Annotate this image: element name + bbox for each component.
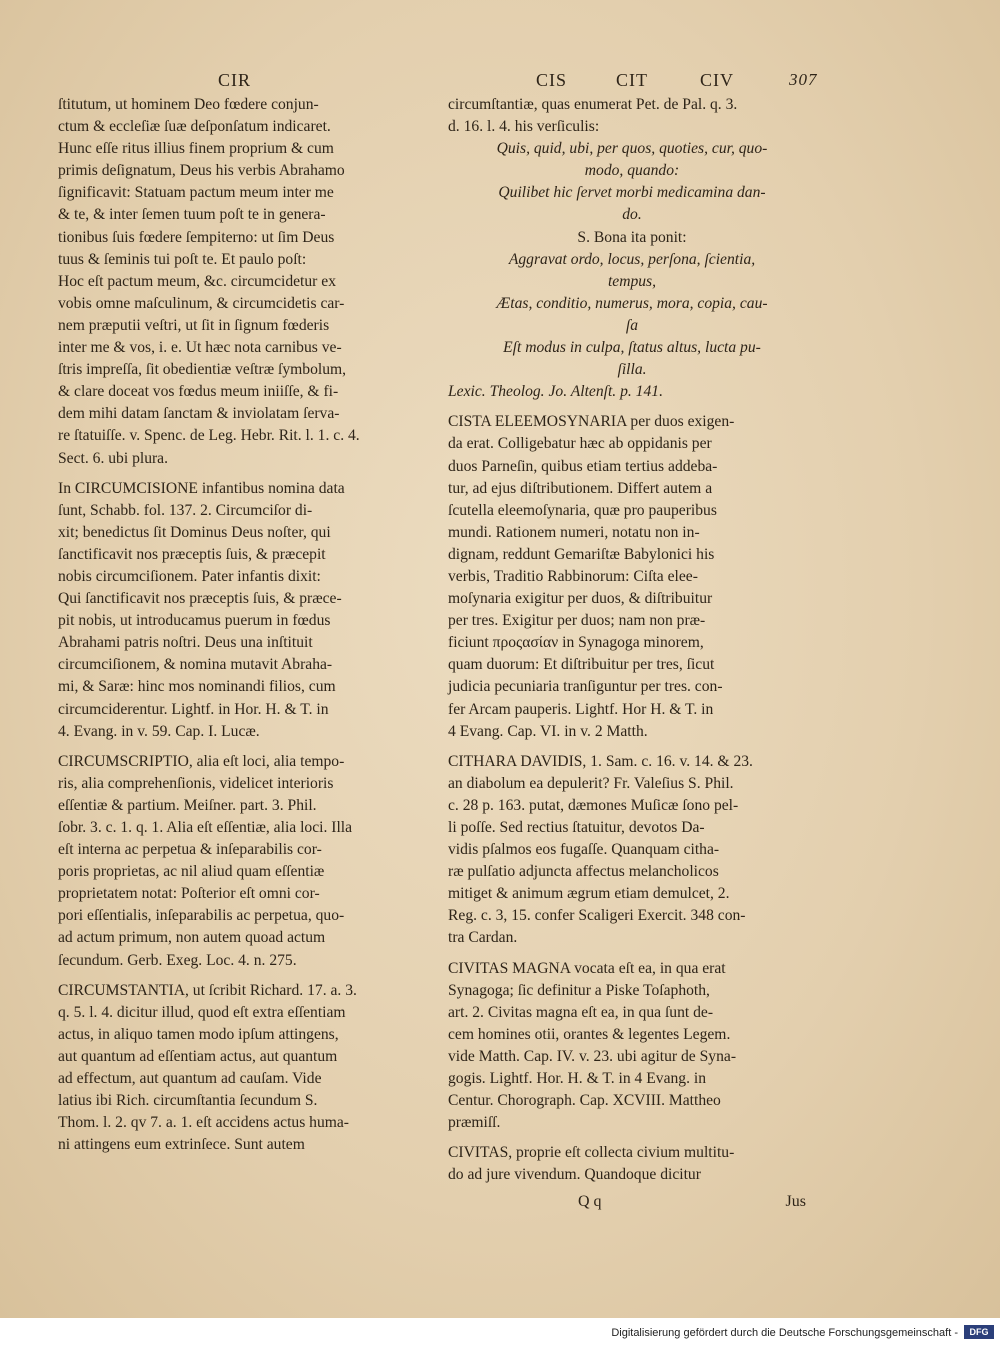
left-text-line: vobis omne maſculinum, & circumcidetis car- <box>58 294 345 312</box>
right-text-line: Centur. Chorograph. Cap. XCVIII. Mattheo <box>448 1092 721 1110</box>
catchword: Jus <box>785 1192 806 1210</box>
right-text-line: per tres. Exigitur per duos; nam non præ- <box>448 612 706 630</box>
left-text-line: mi, & Saræ: hinc mos nominandi filios, cum <box>58 678 336 696</box>
left-text-line: ſtitutum, ut hominem Deo fœdere conjun- <box>58 96 319 113</box>
right-text-line: moſynaria exigitur per duos, & diſtribuitur <box>448 590 713 608</box>
right-text-line: vidis pſalmos eos fugaſſe. Quanquam citha- <box>448 841 720 859</box>
left-text-line: latius ibi Rich. circumſtantia ſecundum S. <box>58 1092 318 1110</box>
right-text-line: da erat. Colligebatur hæc ab oppidanis per <box>448 435 712 453</box>
left-text-line: Hunc eſſe ritus illius finem proprium & cum <box>58 140 334 158</box>
left-text-line: aut quantum ad eſſentiam actus, aut quantum <box>58 1047 338 1065</box>
left-text-line: eſt interna ac perpetua & inſeparabilis cor- <box>58 841 322 859</box>
left-column <box>58 60 430 1156</box>
right-text-line: ſcutella eleemoſynaria, quæ pro pauperibus <box>448 501 717 519</box>
right-text-line: Synagoga; ſic definitur a Piske Toſaphoth, <box>448 981 710 999</box>
left-text-line: pori eſſentialis, inſeparabilis ac perpetua, quo- <box>58 907 345 925</box>
left-text-line: & te, & inter ſemen tuum poſt te in genera- <box>58 206 326 224</box>
right-text-line: do ad jure vivendum. Quandoque dicitur <box>448 1166 701 1184</box>
right-text-line: ſilla. <box>617 361 647 379</box>
left-text-line: In CIRCUMCISIONE infantibus nomina data <box>58 479 345 497</box>
right-column <box>448 60 816 1211</box>
left-text-line: ad actum primum, non autem quoad actum <box>58 929 326 947</box>
right-text-line: cem homines otii, orantes & legentes Legem. <box>448 1025 731 1043</box>
left-text-line: ſecundum. Gerb. Exeg. Loc. 4. n. 275. <box>58 951 297 969</box>
digitization-footer <box>0 1318 1000 1347</box>
right-text-line: duos Parneſin, quibus etiam tertius addeba- <box>448 457 718 475</box>
right-text-line: CIVITAS, proprie eſt collecta civium multitu- <box>448 1144 735 1162</box>
dfg-logo: DFG <box>964 1325 994 1339</box>
left-text-line: primis deſignatum, Deus his verbis Abrahamo <box>58 162 345 180</box>
signature-mark: Q q <box>578 1192 602 1210</box>
right-text-line: an diabolum ea depulerit? Fr. Valeſius S. Phil. <box>448 774 734 792</box>
left-text-line: poris proprietas, ac nil aliud quam eſſentiæ <box>58 863 325 881</box>
right-text-line: vide Matth. Cap. IV. v. 23. ubi agitur de Syna- <box>448 1047 737 1065</box>
right-text-line: Aggravat ordo, locus, perſona, ſcientia, <box>508 250 756 268</box>
left-text-line: ſunt, Schabb. fol. 137. 2. Circumciſor di- <box>58 501 313 519</box>
right-text-line: fer Arcam pauperis. Lightf. Hor H. & T. in <box>448 700 714 718</box>
right-text-line: Quilibet hic ſervet morbi medicamina dan- <box>498 184 766 202</box>
right-text-line: modo, quando: <box>584 162 680 180</box>
left-text-line: ni attingens eum extrinſece. Sunt autem <box>58 1136 305 1154</box>
left-text-line: xit; benedictus ſit Dominus Deus noſter, qui <box>58 523 331 541</box>
left-text-line: ſanctificavit nos præceptis ſuis, & præcepit <box>58 545 326 563</box>
right-text-line: Eſt modus in culpa, ſtatus altus, lucta pu- <box>503 339 761 357</box>
right-text-line: mundi. Rationem numeri, notatu non in- <box>448 523 700 541</box>
right-text-line: S. Bona ita ponit: <box>577 228 687 246</box>
page-number: 307 <box>789 70 818 89</box>
left-text-line: circumciderentur. Lightf. in Hor. H. & T. in <box>58 700 329 718</box>
right-text-line: li poſſe. Sed rectius ſtatuitur, devotos Da- <box>448 819 705 836</box>
left-text-line: ſobr. 3. c. 1. q. 1. Alia eſt eſſentiæ, alia loci. Illa <box>58 819 353 836</box>
right-text-line: ſa <box>625 316 639 334</box>
right-text-line: d. 16. l. 4. his verſiculis: <box>448 118 600 136</box>
left-text-line: ſtris impreſſa, ſit obedientiæ veſtræ ſymbolum, <box>58 361 347 379</box>
left-text-line: actus, in aliquo tamen modo ipſum attingens, <box>58 1025 339 1043</box>
right-text-line: dignam, reddunt Gemariſtæ Babylonici his <box>448 545 715 563</box>
right-text-line: CITHARA DAVIDIS, 1. Sam. c. 16. v. 14. & 23. <box>448 752 753 770</box>
left-text-line: circumciſionem, & nomina mutavit Abraha- <box>58 656 333 674</box>
running-head-left <box>58 60 430 94</box>
right-text-line: tur, ad ejus diſtributionem. Differt autem a <box>448 479 713 497</box>
left-text-line: tuus & ſeminis tui poſt te. Et paulo poſt: <box>58 250 307 268</box>
left-text-line: & clare doceat vos fœdus meum iniiſſe, & fi- <box>58 383 339 401</box>
footer-credit-text: Digitalisierung gefördert durch die Deutsche Forschungsgemeinschaft - <box>611 1327 958 1339</box>
left-text-line: ctum & eccleſiæ ſuæ deſponſatum indicaret. <box>58 118 331 136</box>
right-text-line: c. 28 p. 163. putat, dæmones Muſicæ ſono pel- <box>448 796 739 814</box>
left-text-line: ris, alia comprehenſionis, videlicet interioris <box>58 774 334 792</box>
left-text-line: inter me & vos, i. e. Ut hæc nota carnibus ve- <box>58 339 342 357</box>
page-foot <box>448 1193 816 1211</box>
right-text-line: gogis. Lightf. Hor. H. & T. in 4 Evang. in <box>448 1070 707 1088</box>
left-text-line: ad effectum, aut quantum ad cauſam. Vide <box>58 1070 322 1088</box>
running-head-cir: CIR <box>218 70 252 90</box>
right-text-line: mitiget & animum ægrum etiam demulcet, 2. <box>448 885 730 903</box>
right-text-line: verbis, Traditio Rabbinorum: Ciſta elee- <box>448 567 698 585</box>
left-text-line: ſignificavit: Statuam pactum meum inter me <box>58 184 334 202</box>
right-text-line: 4 Evang. Cap. VI. in v. 2 Matth. <box>448 722 648 740</box>
left-text-line: proprietatem notat: Poſterior eſt omni cor- <box>58 885 320 903</box>
right-text-line: circumſtantiæ, quas enumerat Pet. de Pal. q. 3. <box>448 96 738 113</box>
right-text-line: ficiunt προςασίαν in Synagoga minorem, <box>448 634 704 652</box>
right-text-line: Lexic. Theolog. Jo. Altenſt. p. 141. <box>448 383 663 401</box>
left-text-line: Thom. l. 2. qv 7. a. 1. eſt accidens actus huma- <box>58 1114 350 1132</box>
right-text-line: do. <box>622 206 642 224</box>
right-text-line: Reg. c. 3, 15. confer Scaligeri Exercit. 348 con- <box>448 907 746 925</box>
running-head-cis: CIS <box>536 70 568 90</box>
left-text-line: 4. Evang. in v. 59. Cap. I. Lucæ. <box>58 722 260 740</box>
right-text-line: quam duorum: Et diſtribuitur per tres, ſicut <box>448 656 715 674</box>
right-text-line: tempus, <box>607 272 657 290</box>
left-text-line: q. 5. l. 4. dicitur illud, quod eſt extra eſſentiam <box>58 1003 346 1021</box>
running-head-civ: CIV <box>700 70 734 90</box>
left-text-line: eſſentiæ & partium. Meiſner. part. 3. Phil. <box>58 796 317 814</box>
left-text-line: Qui ſanctificavit nos præceptis ſuis, & præce- <box>58 590 342 608</box>
right-text-line: CIVITAS MAGNA vocata eſt ea, in qua erat <box>448 959 726 977</box>
left-text-line: re ſtatuiſſe. v. Spenc. de Leg. Hebr. Rit. l. 1. c. 4. <box>58 427 360 445</box>
left-text-line: Sect. 6. ubi plura. <box>58 449 169 467</box>
right-text-line: Ætas, conditio, numerus, mora, copia, cau- <box>496 294 768 312</box>
left-text-line: Abrahami patris noſtri. Deus una inſtituit <box>58 634 313 652</box>
right-text-line: tra Cardan. <box>448 929 518 947</box>
right-text-line: art. 2. Civitas magna eſt ea, in qua ſunt de- <box>448 1003 714 1021</box>
right-text-line: ræ pulſatio adjuncta affectus melancholicos <box>448 863 719 881</box>
left-body-text <box>58 94 430 1156</box>
left-text-line: nobis circumciſionem. Pater infantis dixit: <box>58 567 321 585</box>
right-text-line: judicia pecuniaria tranſiguntur per tres. con- <box>448 678 723 696</box>
left-text-line: Hoc eſt pactum meum, &c. circumcidetur ex <box>58 272 336 290</box>
running-head-cit: CIT <box>616 70 648 90</box>
right-text-line: Quis, quid, ubi, per quos, quoties, cur, quo- <box>496 140 768 158</box>
left-text-line: pit nobis, ut introducamus puerum in fœdus <box>58 612 331 630</box>
right-text-line: CISTA ELEEMOSYNARIA per duos exigen- <box>448 413 735 431</box>
left-text-line: CIRCUMSCRIPTIO, alia eſt loci, alia tempo- <box>58 752 345 770</box>
running-head-right <box>448 60 816 94</box>
left-text-line: nem præputii veſtri, ut ſit in ſignum fœderis <box>58 316 330 334</box>
left-text-line: dem mihi datam ſanctam & inviolatam ſerva- <box>58 405 340 423</box>
right-body-text <box>448 94 816 1187</box>
left-text-line: CIRCUMSTANTIA, ut ſcribit Richard. 17. a. 3. <box>58 981 357 999</box>
right-text-line: præmiſſ. <box>448 1114 501 1132</box>
left-text-line: tionibus ſuis fœdere ſempiterno: ut ſim Deus <box>58 228 335 246</box>
